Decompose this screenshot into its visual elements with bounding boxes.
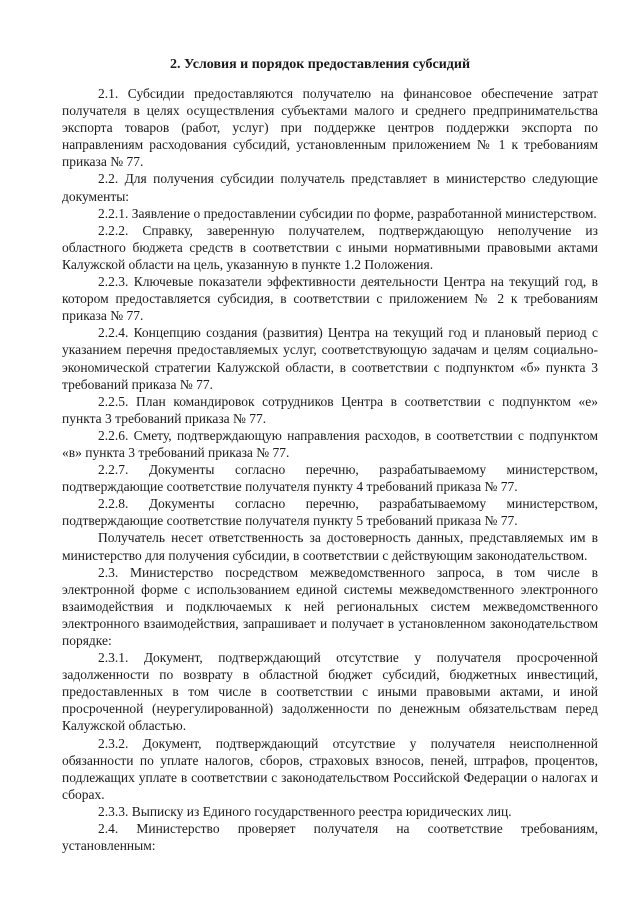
paragraph-2-2-6: 2.2.6. Смету, подтверждающую направления расходов, в соответствии с подпунктом «в» пункта 3 требований приказа № 77. [62, 427, 598, 460]
section-heading: 2. Условия и порядок предоставления субсидий [169, 57, 471, 72]
paragraph-2-2-8: 2.2.8. Документы согласно перечню, разрабатываемому министерством, подтверждающие соответствие получателя пункту 5 требований приказа № 77. [62, 496, 598, 529]
paragraph-2-1: 2.1. Субсидии предоставляются получателю на финансовое обеспечение затрат получателя в целях осуществления субъектами малого и среднего предпринимательства экспорта товаров (работ, услуг) при поддержке центров поддержки экспорта по направлениям расходования субсидий, установленным приложением № 1 к требованиям приказа № 77. [62, 86, 598, 170]
paragraph-2-2-4: 2.2.4. Концепцию создания (развития) Центра на текущий год и плановый период с указанием перечня предоставляемых услуг, соответствующую задачам и целям социально-экономической стратегии Калужской области, в соответствии с подпунктом «б» пункта 3 требований приказа № 77. [62, 325, 598, 392]
paragraph-2-3: 2.3. Министерство посредством межведомственного запроса, в том числе в электронной форме с использованием единой системы межведомственного электронного взаимодействия и подключаемых к ней региональных систем межведомственного электронного взаимодействия, запрашивает и получает в установленном законодательством порядке: [62, 564, 598, 648]
paragraph-responsibility: Получатель несет ответственность за достоверность данных, представляемых им в министерство для получения субсидии, в соответствии с действующим законодательством. [62, 530, 598, 563]
paragraph-2-2-7: 2.2.7. Документы согласно перечню, разрабатываемому министерством, подтверждающие соответствие получателя пункту 4 требований приказа № 77. [62, 462, 598, 495]
paragraph-2-2-5: 2.2.5. План командировок сотрудников Центра в соответствии с подпунктом «е» пункта 3 требований приказа № 77. [62, 393, 598, 426]
paragraph-2-2-3: 2.2.3. Ключевые показатели эффективности деятельности Центра на текущий год, в котором предоставляется субсидия, в соответствии с приложением № 2 к требованиям приказа № 77. [62, 274, 598, 324]
paragraph-2-2-1: 2.2.1. Заявление о предоставлении субсидии по форме, разработанной министерством. [98, 205, 597, 221]
paragraph-2-2: 2.2. Для получения субсидии получатель представляет в министерство следующие документы: [62, 171, 598, 204]
paragraph-2-4: 2.4. Министерство проверяет получателя на соответствие требованиям, установленным: [62, 821, 598, 854]
paragraph-2-3-1: 2.3.1. Документ, подтверждающий отсутствие у получателя просроченной задолженности по возврату в областной бюджет субсидий, бюджетных инвестиций, предоставленных в том числе в соответствии с иными правовыми актами, и иной просроченной (неурегулированной) задолженности по денежным обязательствам перед Калужской областью. [62, 650, 598, 734]
paragraph-2-3-3: 2.3.3. Выписку из Единого государственного реестра юридических лиц. [98, 803, 512, 819]
paragraph-2-2-2: 2.2.2. Справку, заверенную получателем, подтверждающую неполучение из областного бюджета средств в соответствии с иными нормативными правовыми актами Калужской области на цель, указанную в пункте 1.2 Положения. [62, 222, 598, 272]
document-body [62, 85, 598, 854]
paragraph-2-3-2: 2.3.2. Документ, подтверждающий отсутствие у получателя неисполненной обязанности по уплате налогов, сборов, страховых взносов, пеней, штрафов, процентов, подлежащих уплате в соответствии с законодательством Российской Федерации о налогах и сборах. [62, 735, 598, 802]
